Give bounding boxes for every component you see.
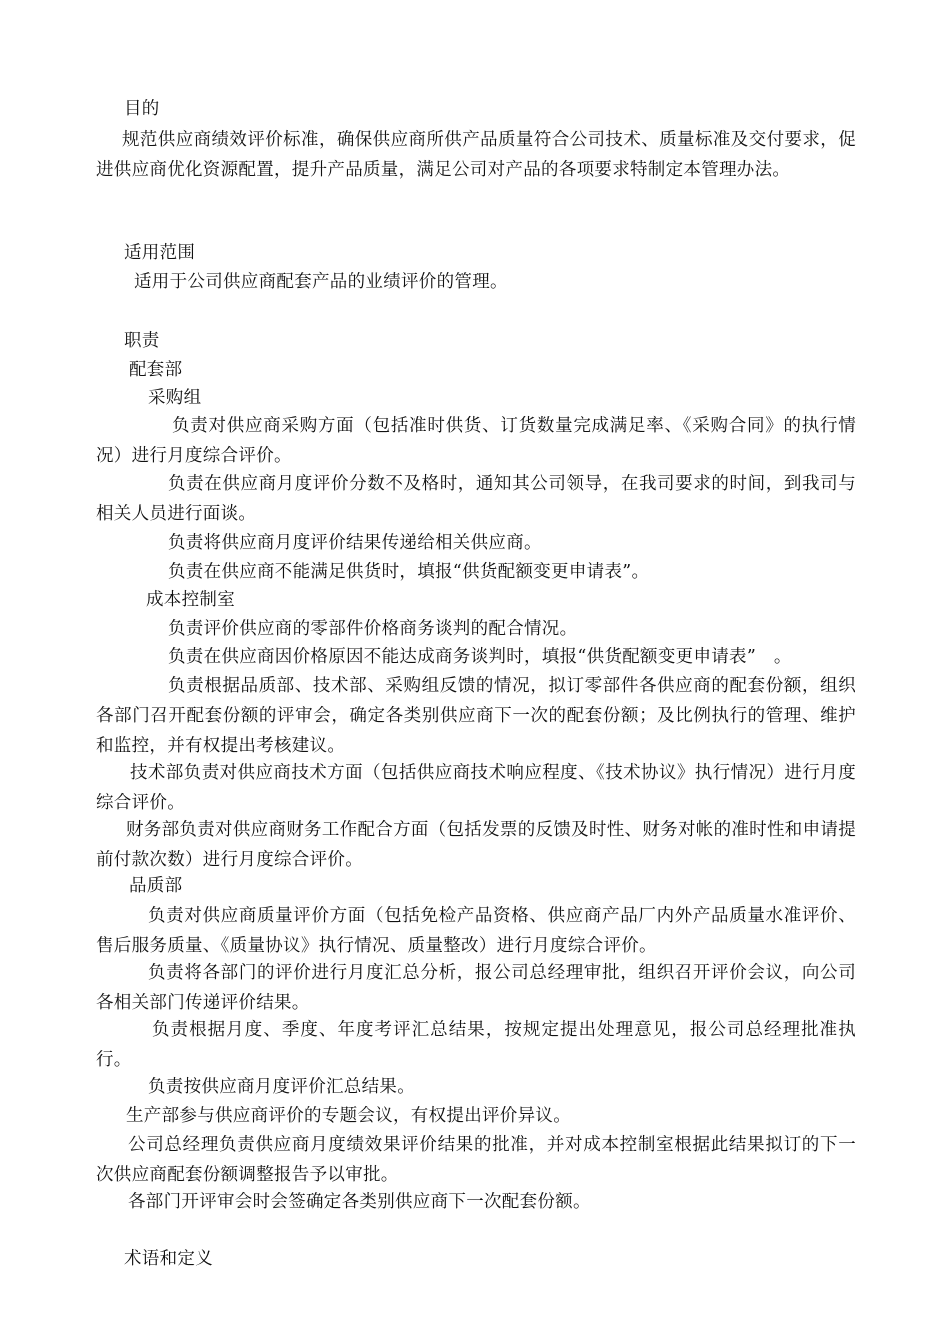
quality-duty-4: 负责按供应商月度评价汇总结果。 [148,1077,415,1097]
subheading-cost-control: 成本控制室 [146,590,235,610]
general-manager-duty: 公司总经理负责供应商月度绩效果评价结果的批准，并对成本控制室根据此结果拟订的下一次供应商配套份额调整报告予以审批。 [96,1135,856,1185]
tech-dept-duty: 技术部负责对供应商技术方面（包括供应商技术响应程度、《技术协议》执行情况）进行月度综合评价。 [96,763,856,813]
subheading-purchasing: 采购组 [148,388,202,408]
purpose-body: 规范供应商绩效评价标准，确保供应商所供产品质量符合公司技术、质量标准及交付要求，促进供应商优化资源配置，提升产品质量，满足公司对产品的各项要求特制定本管理办法。 [96,130,856,180]
subheading-quality-dept: 品质部 [129,876,183,896]
purchasing-duty-4: 负责在供应商不能满足供货时，填报“供货配额变更申请表”。 [168,562,650,582]
quality-duty-3: 负责根据月度、季度、年度考评汇总结果，按规定提出处理意见，报公司总经理批准执行。 [96,1020,856,1070]
all-depts-duty: 各部门开评审会时会签确定各类别供应商下一次配套份额。 [128,1192,591,1212]
cost-control-duty-2: 负责在供应商因价格原因不能达成商务谈判时，填报“供货配额变更申请表” 。 [168,647,792,667]
cost-control-duty-3: 负责根据品质部、技术部、采购组反馈的情况，拟订零部件各供应商的配套份额，组织各部门召开配套份额的评审会，确定各类别供应商下一次的配套份额；及比例执行的管理、维护和监控，并有权提出考核建议。 [96,676,856,756]
quality-duty-2: 负责将各部门的评价进行月度汇总分析，报公司总经理审批，组织召开评价会议，向公司各相关部门传递评价结果。 [96,963,856,1013]
quality-duty-1: 负责对供应商质量评价方面（包括免检产品资格、供应商产品厂内外产品质量水准评价、售后服务质量、《质量协议》执行情况、质量整改）进行月度综合评价。 [96,906,856,956]
section-heading-terms: 术语和定义 [124,1249,213,1269]
finance-dept-duty: 财务部负责对供应商财务工作配合方面（包括发票的反馈及时性、财务对帐的准时性和申请提前付款次数）进行月度综合评价。 [96,820,856,870]
section-heading-duties: 职责 [124,331,160,351]
purchasing-duty-3: 负责将供应商月度评价结果传递给相关供应商。 [168,533,542,553]
production-dept-duty: 生产部参与供应商评价的专题会议，有权提出评价异议。 [126,1106,571,1126]
subheading-supply-dept: 配套部 [129,360,183,380]
section-heading-purpose: 目的 [124,99,160,119]
purchasing-duty-2: 负责在供应商月度评价分数不及格时，通知其公司领导，在我司要求的时间，到我司与相关人员进行面谈。 [96,474,856,524]
scope-body: 适用于公司供应商配套产品的业绩评价的管理。 [134,272,508,292]
section-heading-scope: 适用范围 [124,243,196,263]
purchasing-duty-1: 负责对供应商采购方面（包括准时供货、订货数量完成满足率、《采购合同》的执行情况）进行月度综合评价。 [96,416,856,466]
cost-control-duty-1: 负责评价供应商的零部件价格商务谈判的配合情况。 [168,619,578,639]
